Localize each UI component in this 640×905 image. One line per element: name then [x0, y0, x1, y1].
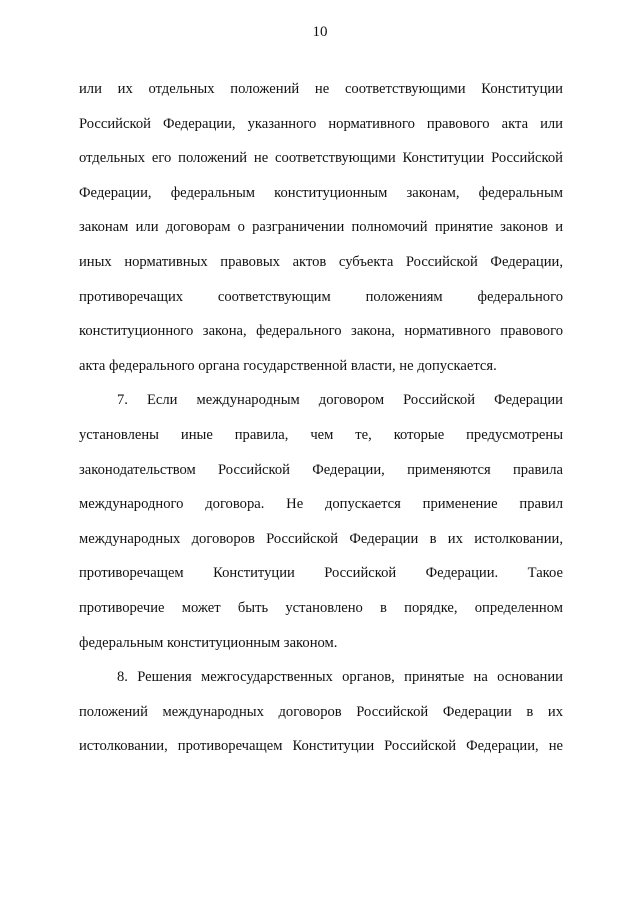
- text-line: отдельных его положений не соответствующими Конституции Российской: [79, 150, 563, 167]
- paragraph-continuation: [79, 72, 563, 383]
- text-line: конституционного закона, федерального закона, нормативного правового: [79, 323, 563, 340]
- text-line: акта федерального органа государственной власти, не допускается.: [79, 357, 497, 374]
- text-line: федеральным конституционным законом.: [79, 634, 338, 651]
- text-line: иных нормативных правовых актов субъекта Российской Федерации,: [79, 253, 563, 270]
- text-line: Федерации, федеральным конституционным законам, федеральным: [79, 184, 563, 201]
- paragraph-8: [79, 660, 563, 764]
- text-line: истолковании, противоречащем Конституции Российской Федерации, не: [79, 738, 563, 755]
- text-line: 8. Решения межгосударственных органов, принятые на основании: [117, 669, 563, 686]
- text-line: 7. Если международным договором Российской Федерации: [117, 392, 563, 409]
- document-body: [79, 72, 563, 764]
- text-line: установлены иные правила, чем те, которые предусмотрены: [79, 426, 563, 443]
- text-line: противоречащих соответствующим положениям федерального: [79, 288, 563, 305]
- text-line: противоречие может быть установлено в порядке, определенном: [79, 599, 563, 616]
- text-line: законам или договорам о разграничении полномочий принятие законов и: [79, 219, 563, 236]
- text-line: международных договоров Российской Федерации в их истолковании,: [79, 530, 563, 547]
- text-line: или их отдельных положений не соответствующими Конституции: [79, 81, 563, 97]
- page-number: 10: [312, 24, 328, 40]
- paragraph-7: [79, 383, 563, 660]
- text-line: законодательством Российской Федерации, применяются правила: [79, 461, 563, 478]
- text-line: противоречащем Конституции Российской Федерации. Такое: [79, 565, 563, 582]
- text-line: Российской Федерации, указанного нормативного правового акта или: [79, 115, 563, 132]
- text-line: положений международных договоров Российской Федерации в их: [79, 703, 563, 720]
- text-line: международного договора. Не допускается применение правил: [79, 496, 563, 513]
